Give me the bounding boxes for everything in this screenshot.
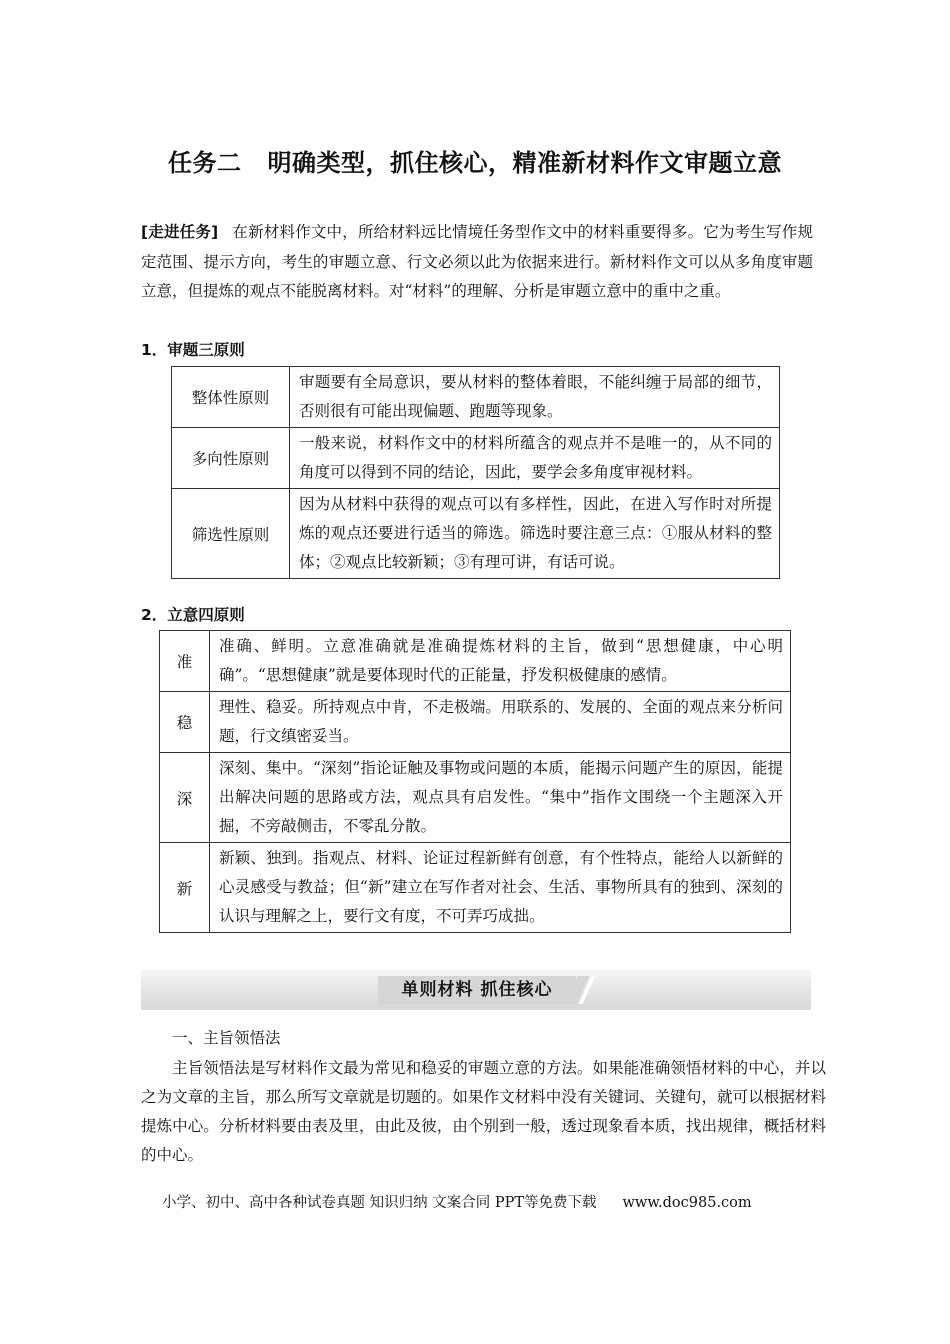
footer-url: www.doc985.com [622, 1195, 752, 1211]
method-subheading: 一、主旨领悟法 [172, 1029, 281, 1047]
principle-text: 审题要有全局意识，要从材料的整体着眼，不能纠缠于局部的细节，否则很有可能出现偏题、跑题等现象。 [290, 367, 780, 428]
footer-text: 小学、初中、高中各种试卷真题 知识归纳 文案合同 PPT等免费下载 [162, 1195, 597, 1211]
table-row [172, 428, 780, 489]
page-title [0, 143, 950, 178]
principle-text: 一般来说，材料作文中的材料所蕴含的观点并不是唯一的，从不同的角度可以得到不同的结论，因此，要学会多角度审视材料。 [290, 428, 780, 489]
review-principles-table [171, 366, 780, 579]
table-row [172, 367, 780, 428]
intro-tag: [走进任务] [141, 223, 219, 241]
thesis-principles-table [159, 630, 791, 933]
principle-text: 因为从材料中获得的观点可以有多样性，因此，在进入写作时对所提炼的观点还要进行适当的筛选。筛选时要注意三点：①服从材料的整体；②观点比较新颖；③有理可讲，有话可说。 [290, 489, 780, 579]
principle-label: 准 [160, 631, 210, 692]
section-banner [141, 970, 811, 1010]
table-row [160, 753, 791, 843]
principle-text: 准确、鲜明。立意准确就是准确提炼材料的主旨，做到“思想健康，中心明确”。“思想健康”就是要体现时代的正能量，抒发积极健康的感情。 [210, 631, 791, 692]
intro-text: 在新材料作文中，所给材料远比情境任务型作文中的材料重要得多。它为考生写作规定范围、提示方向，考生的审题立意、行文必须以此为依据来进行。新材料作文可以从多角度审题立意，但提炼的观点不能脱离材料。对“材料”的理解、分析是审题立意中的重中之重。 [141, 223, 813, 300]
table-row [160, 692, 791, 753]
title-text: 明确类型，抓住核心，精准新材料作文审题立意 [267, 149, 782, 177]
principle-text: 深刻、集中。“深刻”指论证触及事物或问题的本质，能揭示问题产生的原因，能提出解决问题的思路或方法，观点具有启发性。“集中”指作文围绕一个主题深入开掘，不旁敲侧击，不零乱分散。 [210, 753, 791, 843]
table-row [160, 843, 791, 933]
principle-label: 稳 [160, 692, 210, 753]
banner-label: 单则材料 抓住核心 [378, 976, 576, 1004]
principle-label: 新 [160, 843, 210, 933]
principle-text: 理性、稳妥。所持观点中肯，不走极端。用联系的、发展的、全面的观点来分析问题，行文缜密妥当。 [210, 692, 791, 753]
principle-label: 多向性原则 [172, 428, 290, 489]
section-heading-review-principles: 1．审题三原则 [141, 341, 245, 359]
page-footer [162, 1191, 752, 1212]
table-row [160, 631, 791, 692]
principle-label: 整体性原则 [172, 367, 290, 428]
section-heading-thesis-principles: 2．立意四原则 [141, 606, 245, 624]
principle-label: 筛选性原则 [172, 489, 290, 579]
title-task-number: 任务二 [168, 149, 242, 177]
table-row [172, 489, 780, 579]
principle-text: 新颖、独到。指观点、材料、论证过程新鲜有创意，有个性特点，能给人以新鲜的心灵感受与教益；但“新”建立在写作者对社会、生活、事物所具有的独到、深刻的认识与理解之上，要行文有度，不可弄巧成拙。 [210, 843, 791, 933]
method-paragraph: 主旨领悟法是写材料作文最为常见和稳妥的审题立意的方法。如果能准确领悟材料的中心，并以之为文章的主旨，那么所写文章就是切题的。如果作文材料中没有关键词、关键句，就可以根据材料提炼中心。分析材料要由表及里，由此及彼，由个别到一般，透过现象看本质，找出规律，概括材料的中心。 [141, 1059, 826, 1164]
principle-label: 深 [160, 753, 210, 843]
intro-paragraph [141, 218, 813, 307]
